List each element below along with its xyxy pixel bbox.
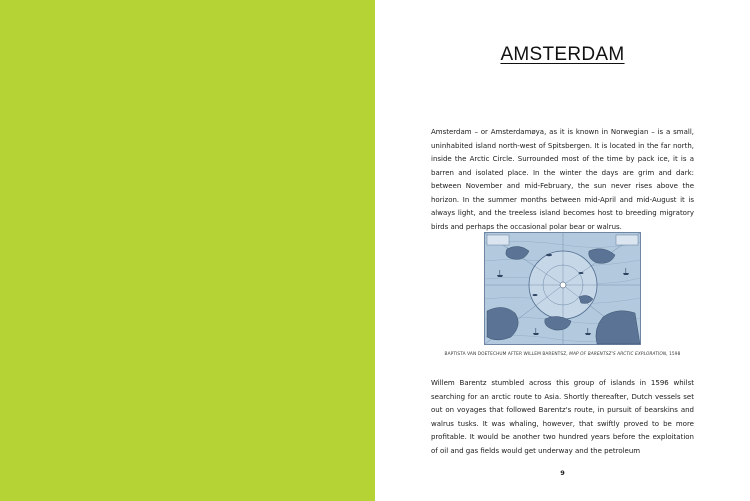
page-number: 9 [560,469,565,477]
body-paragraph-2: Willem Barentz stumbled across this group of islands in 1596 whilst searching for an arctic route to Asia. Shortly thereafter, Dutch vessels set out on voyages that followed Barentz's route, in pursuit of bearskins and walrus tusks. It was whaling, however, that swiftly proved to be more profitable. It would be another two hundred years before the exploitation of oil and gas fields would get underway and the petroleum [431,379,694,455]
page-title: AMSTERDAM [500,44,625,65]
body-paragraph-1: Amsterdam – or Amsterdamøya, as it is known in Norwegian – is a small, uninhabited island north-west of Spitsbergen. It is located in the far north, inside the Arctic Circle. Surrounded most of the time by pack ice, it is a barren and isolated place. In the winter the days are grim and dark: between November and mid-February, the sun never rises above the horizon. In the summer months between mid-April and mid-August it is always light, and the treeless island becomes host to breeding migratory birds and perhaps the occasional polar bear or walrus. [431,128,694,231]
caption-text: BAPTISTA VAN DOETECHUM AFTER WILLEM BARENTSZ, [444,352,570,357]
caption-artwork-title: MAP OF BARENTSZ'S ARCTIC EXPLORATION [569,352,667,357]
caption-year: , 1598 [666,352,681,357]
historic-arctic-map-image [484,232,641,345]
right-page [375,0,750,501]
figure-caption [375,352,750,357]
